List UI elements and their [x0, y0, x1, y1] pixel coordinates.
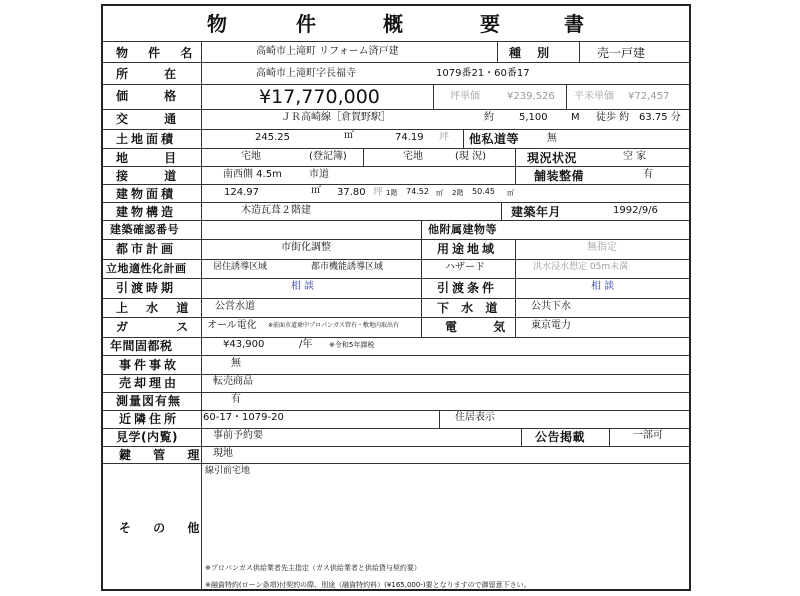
value-zoning: 無指定 [587, 242, 617, 253]
value-electric: 東京電力 [531, 320, 571, 331]
label-keys: 鍵 管 理 [119, 448, 209, 462]
label-ad: 公告掲載 [535, 430, 586, 444]
value-tax: ¥43,900 [223, 339, 265, 350]
cell-divider [421, 317, 422, 337]
floor2-unit: ㎡ [507, 189, 514, 197]
label-current: 現況状況 [527, 151, 578, 165]
rule [103, 428, 689, 429]
label-water: 上 水 道 [116, 301, 196, 315]
value-neighbor: 60-17・1079-20 [203, 412, 284, 423]
label-incident: 事件事故 [119, 358, 180, 372]
label-reason: 売却理由 [119, 376, 180, 390]
value-name: 高崎市上滝町 リフォーム済戸建 [256, 46, 399, 57]
value-land-tsubo: 74.19 [395, 132, 424, 143]
value-incident: 無 [231, 358, 241, 369]
bld-sqm-unit: ㎡ [311, 185, 321, 196]
value-hazard: 洪水浸水想定 05m未満 [533, 262, 629, 272]
reg-note: (登記簿) [309, 151, 347, 162]
rule [103, 374, 689, 375]
label-electric: 電 気 [445, 320, 522, 334]
value-sqm-price: ¥72,457 [628, 91, 670, 102]
label-location-opt: 立地適性化計画 [106, 262, 187, 275]
cell-divider [501, 202, 502, 220]
cell-divider [421, 220, 422, 317]
cell-divider [363, 148, 364, 166]
value-current: 空 家 [623, 151, 647, 162]
cur-note: (現 況) [455, 151, 486, 162]
rule [103, 166, 689, 167]
rule [103, 410, 689, 411]
floor1-label: 1階 [386, 189, 398, 197]
label-neighbor: 近隣住所 [119, 412, 180, 426]
cell-divider [433, 84, 434, 109]
value-other1: 線引前宅地 [205, 466, 251, 476]
label-viewing: 見学(内覧) [116, 430, 178, 444]
rule [103, 259, 689, 260]
tax-unit: /年 [299, 339, 313, 350]
value-price: ¥17,770,000 [259, 86, 380, 108]
tsubo-unit: 坪 [439, 132, 449, 143]
label-tax: 年間固都税 [110, 339, 173, 353]
label-transport: 交 通 [116, 112, 193, 126]
address-note: 住居表示 [455, 412, 495, 423]
rule [103, 317, 689, 318]
value-handover: 相 談 [291, 281, 315, 292]
value-floor1: 74.52 [406, 187, 429, 196]
rule [103, 239, 689, 240]
cell-divider [439, 410, 440, 428]
value-floor2: 50.45 [472, 187, 495, 196]
sqm-price-label: 平米単価 [574, 91, 614, 102]
value-location-opt2: 都市機能誘導区域 [311, 262, 384, 272]
rule [103, 220, 689, 221]
label-road: 接 道 [116, 169, 193, 183]
label-city-plan: 都市計画 [116, 242, 177, 256]
value-water: 公営水道 [215, 301, 255, 312]
rule [103, 463, 689, 464]
distance-prefix: 約 [484, 112, 494, 123]
label-attached: 他附属建物等 [428, 223, 497, 236]
gas-note: ※前面市道乗中プロパンガス管有・敷地内取出有 [268, 322, 400, 329]
value-private-road: 無 [547, 133, 557, 144]
distance-unit: M [571, 112, 580, 123]
rule [103, 337, 689, 338]
value-road: 南西側 4.5m [223, 169, 282, 180]
rule [103, 202, 689, 203]
value-keys: 現地 [213, 448, 233, 459]
label-structure: 建物構造 [116, 205, 177, 219]
tax-note: ※令和5年課税 [329, 341, 375, 349]
value-structure: 木造瓦葺２階建 [241, 205, 311, 216]
label-handover: 引渡時期 [116, 281, 177, 295]
title-char: 書 [564, 12, 586, 36]
label-column-divider [201, 41, 202, 591]
value-sewer: 公共下水 [531, 301, 571, 312]
label-zoning: 用途地域 [437, 242, 498, 256]
rule [103, 41, 689, 42]
value-viewing: 事前予約要 [213, 430, 263, 441]
tsubo-price-label: 坪単価 [450, 91, 480, 102]
label-gas: ガ ス [116, 320, 211, 334]
title-char: 件 [296, 12, 318, 36]
cell-divider [521, 428, 522, 446]
value-distance: 5,100 [519, 112, 548, 123]
value-category-reg: 宅地 [241, 151, 261, 162]
value-gas: オール電化 [207, 320, 257, 331]
label-location: 所 在 [116, 67, 193, 81]
value-location: 高崎市上滝町字長福寺 [256, 68, 356, 79]
label-survey: 測量図有無 [116, 394, 182, 408]
title-char: 要 [480, 12, 502, 36]
value-handover-cond: 相 談 [591, 281, 615, 292]
value-bld-tsubo: 37.80 [337, 187, 366, 198]
label-name: 物 件 名 [116, 46, 201, 60]
value-paving: 有 [643, 169, 653, 180]
value-bld-sqm: 124.97 [224, 187, 259, 198]
rule [103, 278, 689, 279]
cell-divider [515, 148, 516, 184]
label-paving: 舗装整備 [534, 169, 585, 183]
property-summary-sheet [101, 4, 691, 591]
label-land-area: 土地面積 [116, 132, 177, 146]
value-walk: 63.75 分 [639, 112, 681, 123]
value-other2: ※プロパンガス供給業者先主指定（ガス供給業者と供給貸与契約要） [205, 564, 421, 572]
value-lot: 1079番21・60番17 [436, 68, 530, 79]
rule [103, 148, 689, 149]
rule [103, 298, 689, 299]
rule [103, 355, 689, 356]
value-location-opt1: 居住誘導区域 [213, 262, 268, 272]
value-road-type: 市道 [309, 169, 329, 180]
cell-divider [463, 129, 464, 148]
label-sewer: 下 水 道 [437, 301, 502, 315]
label-handover-cond: 引渡条件 [437, 281, 498, 295]
label-other: そ の 他 [119, 521, 209, 535]
label-category: 地 目 [116, 151, 193, 165]
value-ad: 一部可 [633, 430, 663, 441]
title-char: 物 [207, 12, 229, 36]
label-price: 価 格 [116, 89, 193, 103]
label-private-road: 他私道等 [469, 132, 520, 146]
cell-divider [609, 428, 610, 446]
label-type: 種 別 [509, 46, 556, 60]
rule [103, 392, 689, 393]
value-other3: ※融資特約(ローン条項)付契約の際、別途（融資特約料）(¥165,000-)要となりますので御留意下さい。 [205, 581, 531, 589]
bld-tsubo-unit: 坪 [373, 187, 383, 198]
rule [103, 446, 689, 447]
value-land-sqm: 245.25 [255, 132, 290, 143]
value-category-cur: 宅地 [403, 151, 423, 162]
value-city-plan: 市街化調整 [281, 242, 331, 253]
value-transport: ＪＲ高崎線［倉賀野駅］ [281, 112, 391, 123]
walk-label: 徒歩 約 [596, 112, 630, 123]
value-type: 売一戸建 [597, 46, 646, 60]
rule [103, 109, 689, 110]
cell-divider [579, 41, 580, 62]
label-hazard: ハザード [445, 262, 485, 273]
rule [103, 129, 689, 130]
label-confirm-no: 建築確認番号 [110, 223, 179, 236]
sqm-unit: ㎡ [344, 130, 354, 141]
label-built-year: 建築年月 [511, 205, 562, 219]
value-built-year: 1992/9/6 [613, 205, 658, 216]
label-building-area: 建物面積 [116, 187, 177, 201]
title-char: 概 [383, 12, 405, 36]
cell-divider [515, 239, 516, 317]
floor1-unit: ㎡ [436, 189, 443, 197]
rule [103, 184, 689, 185]
cell-divider [566, 84, 567, 109]
value-tsubo-price: ¥239,526 [507, 91, 555, 102]
rule [103, 62, 689, 63]
floor2-label: 2階 [452, 189, 464, 197]
value-survey: 有 [231, 394, 241, 405]
cell-divider [497, 41, 498, 62]
value-reason: 転売商品 [213, 376, 253, 387]
rule [103, 84, 689, 85]
